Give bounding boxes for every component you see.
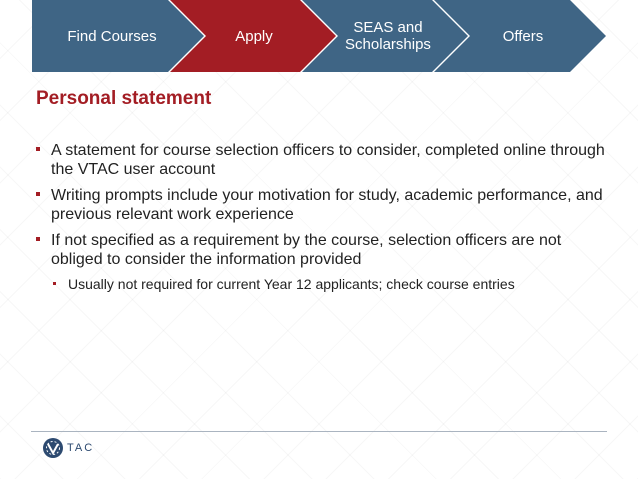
sub-bullet-item	[53, 276, 606, 293]
square-bullet-icon	[36, 147, 40, 151]
vtac-logo[interactable]	[42, 437, 94, 459]
square-bullet-icon	[53, 282, 56, 285]
bullet-text: If not specified as a requirement by the course, selection officers are not obliged to consider the information provided	[51, 232, 562, 268]
sub-bullet-text: Usually not required for current Year 12 applicants; check course entries	[68, 276, 515, 292]
step-text-offers: Offers	[502, 27, 544, 45]
footer-divider	[31, 431, 607, 432]
bullet-item	[36, 231, 606, 269]
square-bullet-icon	[36, 237, 40, 241]
bullet-item	[36, 186, 606, 224]
step-text-find-courses: Find Courses	[67, 27, 157, 45]
step-label-apply	[192, 0, 316, 72]
logo-text: TAC	[67, 442, 95, 454]
process-bar	[32, 0, 606, 72]
bullet-text: A statement for course selection officers to consider, completed online through the VTAC user account	[51, 142, 605, 178]
step-label-find-courses	[32, 0, 192, 72]
vtac-logo-icon	[42, 437, 64, 459]
step-text-apply: Apply	[235, 27, 273, 45]
bullet-item	[36, 141, 606, 179]
bullet-text: Writing prompts include your motivation for study, academic performance, and previous relevant work experience	[51, 187, 603, 223]
bullet-list	[36, 141, 606, 293]
step-label-seas	[326, 0, 450, 72]
step-text-seas: SEAS and Scholarships	[345, 19, 431, 53]
page-title: Personal statement	[36, 88, 212, 109]
square-bullet-icon	[36, 192, 40, 196]
step-label-offers	[462, 0, 584, 72]
